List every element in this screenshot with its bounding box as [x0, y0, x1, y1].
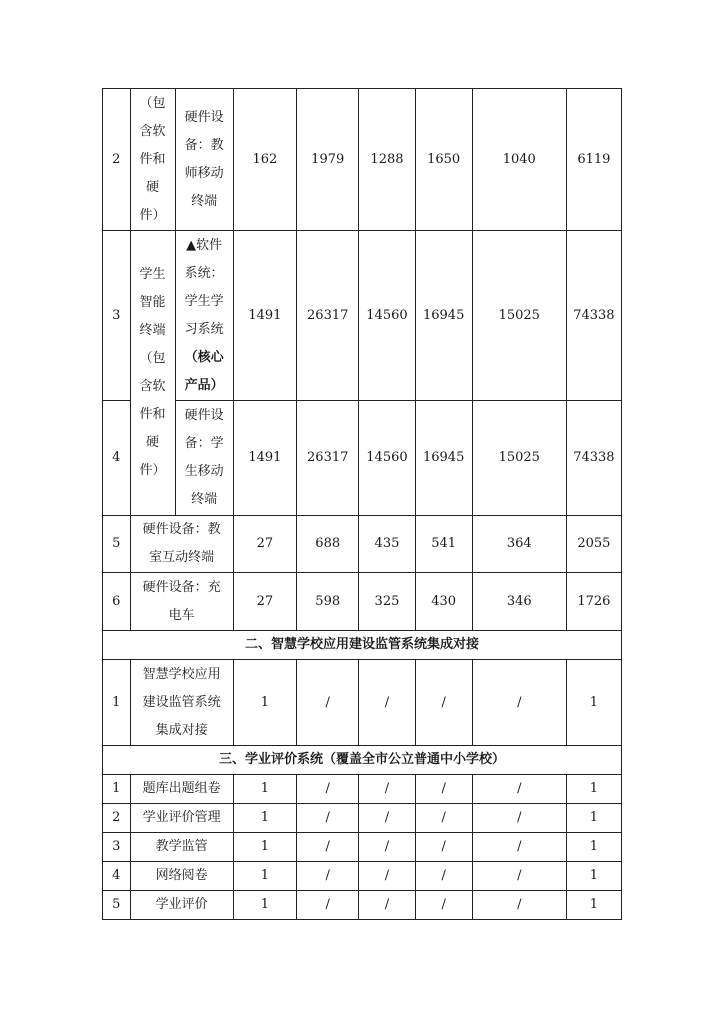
category-line: 件和: [139, 407, 166, 422]
value-cell: 27: [233, 573, 296, 631]
category-line: 含软: [139, 123, 166, 139]
category-line: （包: [139, 351, 166, 366]
value-cell: /: [415, 775, 472, 804]
value-cell: /: [297, 660, 359, 746]
value-cell: 688: [297, 516, 359, 573]
value-cell: 15025: [472, 231, 566, 401]
category-line: 学生: [139, 267, 166, 282]
value-cell: 1: [233, 804, 296, 833]
row-index: 4: [103, 401, 131, 516]
value-cell: 14560: [359, 231, 415, 401]
item-line: 备：学: [184, 436, 224, 451]
value-cell: /: [359, 660, 415, 746]
row-index: 4: [103, 862, 131, 891]
item-line: 备：教: [184, 137, 224, 153]
value-cell: /: [415, 804, 472, 833]
value-cell: /: [472, 891, 566, 920]
value-cell: 14560: [359, 401, 415, 516]
total-cell: 1: [566, 833, 621, 862]
category-line: 硬: [146, 435, 160, 450]
value-cell: 1491: [233, 401, 296, 516]
value-cell: 27: [233, 516, 296, 573]
row-index: 3: [103, 833, 131, 862]
total-cell: 74338: [566, 401, 621, 516]
value-cell: /: [359, 833, 415, 862]
value-cell: /: [415, 891, 472, 920]
total-cell: 1: [566, 891, 621, 920]
row-index: 3: [103, 231, 131, 401]
table-row: [103, 775, 622, 804]
table-row: [103, 231, 622, 401]
procurement-table: [102, 88, 622, 920]
item-line: 智慧学校应用: [142, 666, 221, 682]
category-line: 件）: [139, 463, 166, 478]
category-line: 终端: [139, 323, 166, 338]
category-cell: [130, 231, 175, 516]
value-cell: 1: [233, 862, 296, 891]
total-cell: 74338: [566, 231, 621, 401]
total-cell: 6119: [566, 89, 621, 231]
value-cell: /: [359, 804, 415, 833]
value-cell: 346: [472, 573, 566, 631]
value-cell: /: [472, 833, 566, 862]
category-line: 件）: [139, 207, 166, 223]
total-cell: 1: [566, 775, 621, 804]
value-cell: /: [415, 833, 472, 862]
core-product-label: （核心: [184, 349, 224, 365]
value-cell: /: [359, 891, 415, 920]
table-row: [103, 573, 622, 631]
value-cell: 364: [472, 516, 566, 573]
value-cell: /: [297, 775, 359, 804]
item-line: 硬件设备：充: [142, 579, 221, 595]
value-cell: /: [415, 660, 472, 746]
value-cell: 16945: [415, 401, 472, 516]
value-cell: 26317: [297, 231, 359, 401]
value-cell: 26317: [297, 401, 359, 516]
item-line: 系统：: [184, 265, 224, 281]
value-cell: 1: [233, 660, 296, 746]
item-line: 生移动: [184, 464, 224, 479]
value-cell: /: [359, 775, 415, 804]
item-cell: [175, 401, 233, 516]
item-line: 终端: [191, 193, 218, 209]
category-line: 件和: [139, 151, 166, 167]
item-cell: 网络阅卷: [130, 862, 233, 891]
item-line: 硬件设: [184, 408, 224, 423]
item-line: 室互动终端: [149, 550, 215, 565]
value-cell: 1650: [415, 89, 472, 231]
category-line: 含软: [139, 379, 166, 394]
item-cell: [175, 231, 233, 401]
section-title: 三、学业评价系统（覆盖全市公立普通中小学校）: [103, 746, 622, 775]
item-line: 硬件设: [184, 109, 224, 125]
value-cell: /: [472, 862, 566, 891]
section-header-row: [103, 746, 622, 775]
value-cell: 435: [359, 516, 415, 573]
category-line: 硬: [146, 179, 160, 195]
value-cell: 1491: [233, 231, 296, 401]
value-cell: 15025: [472, 401, 566, 516]
value-cell: /: [297, 891, 359, 920]
table-row: [103, 833, 622, 862]
value-cell: 1: [233, 775, 296, 804]
category-cell: [130, 89, 175, 231]
item-line: 终端: [191, 492, 218, 507]
value-cell: 1: [233, 833, 296, 862]
total-cell: 1: [566, 660, 621, 746]
section-header-row: [103, 631, 622, 660]
table-row: [103, 89, 622, 231]
value-cell: 430: [415, 573, 472, 631]
value-cell: /: [472, 804, 566, 833]
value-cell: 541: [415, 516, 472, 573]
value-cell: 1288: [359, 89, 415, 231]
item-cell: [175, 89, 233, 231]
item-cell: [130, 516, 233, 573]
row-index: 2: [103, 804, 131, 833]
value-cell: 16945: [415, 231, 472, 401]
row-index: 1: [103, 775, 131, 804]
item-cell: 学业评价管理: [130, 804, 233, 833]
category-line: 智能: [139, 295, 166, 310]
item-line: 集成对接: [155, 722, 208, 738]
row-index: 2: [103, 89, 131, 231]
table-row: [103, 891, 622, 920]
value-cell: /: [472, 775, 566, 804]
value-cell: 1: [233, 891, 296, 920]
value-cell: /: [297, 804, 359, 833]
item-line: ▲软件: [186, 237, 223, 253]
table-row: [103, 401, 622, 516]
item-line: 学生学: [184, 293, 224, 309]
row-index: 1: [103, 660, 131, 746]
item-line: 电车: [168, 607, 195, 623]
total-cell: 2055: [566, 516, 621, 573]
row-index: 6: [103, 573, 131, 631]
value-cell: 162: [233, 89, 296, 231]
item-cell: 教学监管: [130, 833, 233, 862]
item-cell: 题库出题组卷: [130, 775, 233, 804]
value-cell: /: [297, 833, 359, 862]
value-cell: 1040: [472, 89, 566, 231]
value-cell: /: [415, 862, 472, 891]
item-line: 师移动: [184, 165, 224, 181]
item-line: 建设监管系统: [142, 694, 221, 710]
total-cell: 1: [566, 804, 621, 833]
section-title: 二、智慧学校应用建设监管系统集成对接: [103, 631, 622, 660]
item-cell: 学业评价: [130, 891, 233, 920]
row-index: 5: [103, 891, 131, 920]
value-cell: /: [359, 862, 415, 891]
table-row: [103, 862, 622, 891]
item-line: 硬件设备：教: [142, 522, 221, 537]
table-row: [103, 804, 622, 833]
item-line: 习系统: [184, 321, 224, 337]
total-cell: 1726: [566, 573, 621, 631]
core-product-label: 产品）: [184, 377, 224, 393]
value-cell: 598: [297, 573, 359, 631]
table-row: [103, 660, 622, 746]
value-cell: 325: [359, 573, 415, 631]
table-row: [103, 516, 622, 573]
total-cell: 1: [566, 862, 621, 891]
category-line: （包: [139, 95, 166, 111]
item-cell: [130, 573, 233, 631]
value-cell: /: [297, 862, 359, 891]
value-cell: 1979: [297, 89, 359, 231]
value-cell: /: [472, 660, 566, 746]
item-cell: [130, 660, 233, 746]
row-index: 5: [103, 516, 131, 573]
